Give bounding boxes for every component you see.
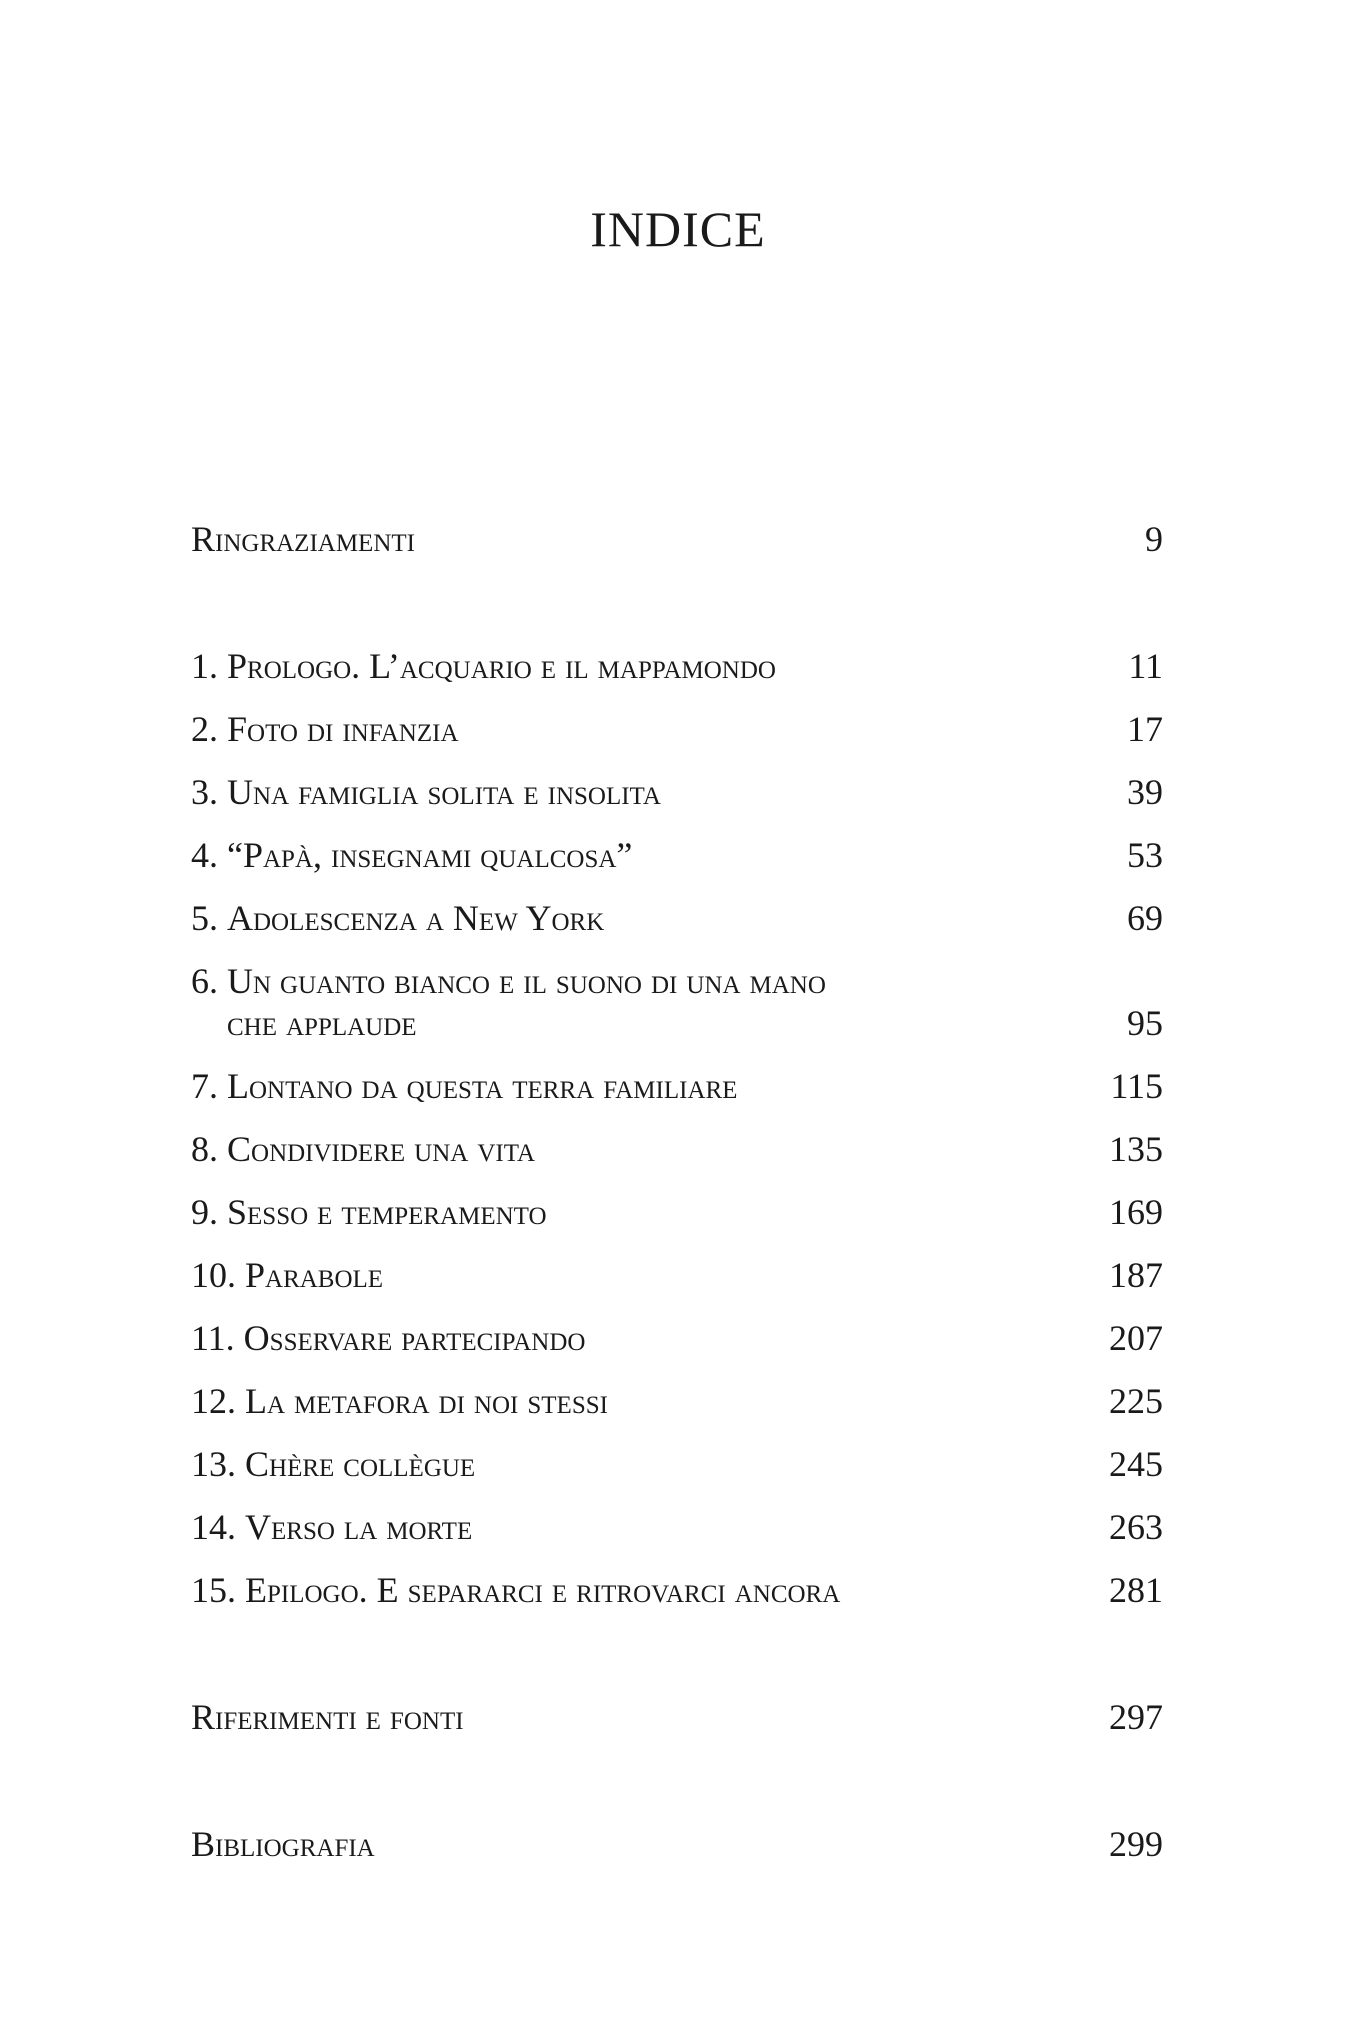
toc-entry-chapter bbox=[191, 960, 1163, 1044]
toc-entry-label bbox=[191, 960, 1083, 1044]
chapter-title: Una famiglia solita e insolita bbox=[227, 772, 661, 812]
chapter-title: Verso la morte bbox=[245, 1507, 473, 1547]
toc-entry-label bbox=[191, 1254, 1083, 1296]
chapter-number: 15. bbox=[191, 1570, 245, 1610]
chapter-number: 9. bbox=[191, 1192, 227, 1232]
chapter-number: 3. bbox=[191, 772, 227, 812]
chapter-title: Condividere una vita bbox=[227, 1129, 536, 1169]
toc-entry-page: 299 bbox=[1109, 1824, 1163, 1864]
toc-entry-label bbox=[191, 771, 1083, 813]
chapter-number: 12. bbox=[191, 1381, 245, 1421]
toc-entry-label bbox=[191, 1065, 1083, 1107]
toc-entry-label: Bibliografia bbox=[191, 1824, 375, 1864]
toc-entry-label bbox=[191, 897, 1083, 939]
toc-entry-label: Ringraziamenti bbox=[191, 519, 415, 559]
toc-entry-chapter bbox=[191, 1569, 1163, 1611]
toc-entry-label bbox=[191, 1506, 1083, 1548]
toc-entry-back-matter bbox=[191, 1696, 1163, 1738]
chapter-title-continued: che applaude bbox=[227, 1003, 417, 1043]
toc-entry-label: Riferimenti e fonti bbox=[191, 1697, 464, 1737]
chapter-number: 8. bbox=[191, 1129, 227, 1169]
toc-entry-chapter bbox=[191, 1317, 1163, 1359]
toc-entry-page: 225 bbox=[1109, 1381, 1163, 1421]
chapter-title: Epilogo. E separarci e ritrovarci ancora bbox=[245, 1570, 841, 1610]
page-title: INDICE bbox=[590, 201, 766, 257]
chapter-number: 1. bbox=[191, 646, 227, 686]
toc-entry-label bbox=[191, 645, 1083, 687]
toc-entry-page: 95 bbox=[1127, 1003, 1163, 1043]
toc-entry-chapter bbox=[191, 897, 1163, 939]
chapter-number: 7. bbox=[191, 1066, 227, 1106]
chapter-title: Osservare partecipando bbox=[243, 1318, 586, 1358]
chapter-number: 14. bbox=[191, 1507, 245, 1547]
chapter-number: 6. bbox=[191, 961, 227, 1001]
chapter-number: 2. bbox=[191, 709, 227, 749]
chapter-title: Un guanto bianco e il suono di una mano bbox=[227, 961, 826, 1001]
toc-entry-page: 281 bbox=[1109, 1570, 1163, 1610]
toc-entry-label bbox=[191, 834, 1083, 876]
toc-entry-label bbox=[191, 1317, 1083, 1359]
toc-entry-back-matter bbox=[191, 1823, 1163, 1865]
toc-entry-page: 39 bbox=[1127, 772, 1163, 812]
toc-entry-page: 297 bbox=[1109, 1697, 1163, 1737]
toc-entry-label bbox=[191, 1128, 1083, 1170]
toc-entry-page: 11 bbox=[1128, 646, 1163, 686]
toc-entry-ringraziamenti bbox=[191, 518, 1163, 560]
toc-entry-chapter bbox=[191, 645, 1163, 687]
toc-entry-page: 115 bbox=[1110, 1066, 1163, 1106]
toc-entry-page: 245 bbox=[1109, 1444, 1163, 1484]
toc-entry-chapter bbox=[191, 834, 1163, 876]
toc-entry-chapter bbox=[191, 1443, 1163, 1485]
toc-entry-chapter bbox=[191, 1380, 1163, 1422]
table-of-contents bbox=[191, 518, 1163, 1865]
chapter-number: 13. bbox=[191, 1444, 245, 1484]
chapter-number: 10. bbox=[191, 1255, 245, 1295]
chapter-number: 11. bbox=[191, 1318, 244, 1358]
chapter-title: Prologo. L’acquario e il mappamondo bbox=[227, 646, 776, 686]
toc-entry-page: 135 bbox=[1109, 1129, 1163, 1169]
toc-entry-label bbox=[191, 1191, 1083, 1233]
toc-entry-page: 187 bbox=[1109, 1255, 1163, 1295]
toc-entry-label bbox=[191, 1443, 1083, 1485]
chapter-title: Adolescenza a New York bbox=[227, 898, 605, 938]
toc-entry-label bbox=[191, 1569, 1083, 1611]
toc-entry-chapter bbox=[191, 1128, 1163, 1170]
chapter-title: Sesso e temperamento bbox=[227, 1192, 547, 1232]
chapter-title: “Papà, insegnami qualcosa” bbox=[227, 835, 633, 875]
toc-entry-page: 207 bbox=[1109, 1318, 1163, 1358]
toc-entry-chapter bbox=[191, 1065, 1163, 1107]
toc-entry-chapter bbox=[191, 1254, 1163, 1296]
toc-entry-label bbox=[191, 1380, 1083, 1422]
back-matter-list bbox=[191, 1696, 1163, 1865]
chapter-title: Chère collègue bbox=[245, 1444, 476, 1484]
toc-entry-label bbox=[191, 708, 1083, 750]
chapter-title: Lontano da questa terra familiare bbox=[227, 1066, 738, 1106]
chapter-title: Parabole bbox=[245, 1255, 384, 1295]
toc-entry-chapter bbox=[191, 771, 1163, 813]
chapter-title: Foto di infanzia bbox=[227, 709, 459, 749]
toc-entry-chapter bbox=[191, 1191, 1163, 1233]
toc-entry-page: 17 bbox=[1127, 709, 1163, 749]
toc-entry-chapter bbox=[191, 708, 1163, 750]
toc-entry-page: 69 bbox=[1127, 898, 1163, 938]
chapter-number: 5. bbox=[191, 898, 227, 938]
chapter-list bbox=[191, 645, 1163, 1611]
toc-entry-page: 263 bbox=[1109, 1507, 1163, 1547]
toc-entry-page: 53 bbox=[1127, 835, 1163, 875]
toc-entry-page: 169 bbox=[1109, 1192, 1163, 1232]
chapter-title: La metafora di noi stessi bbox=[245, 1381, 608, 1421]
chapter-number: 4. bbox=[191, 835, 227, 875]
toc-entry-chapter bbox=[191, 1506, 1163, 1548]
toc-entry-page: 9 bbox=[1145, 519, 1163, 559]
